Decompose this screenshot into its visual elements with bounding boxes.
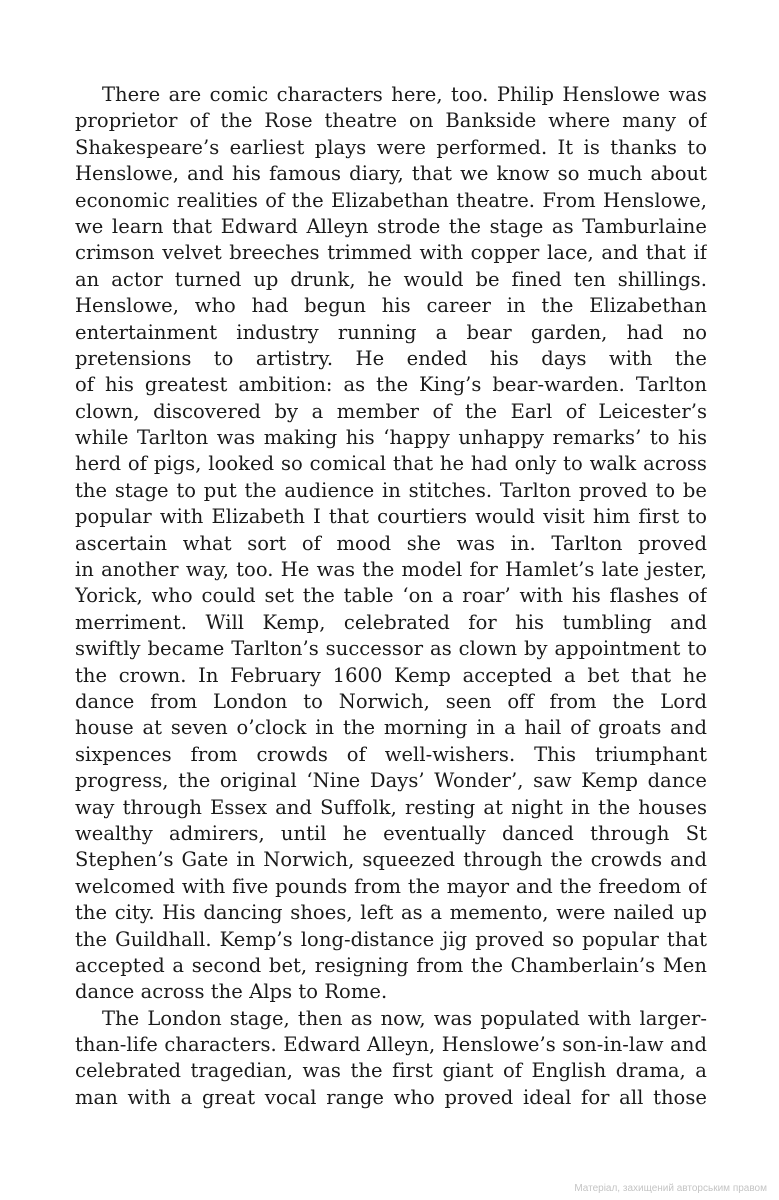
text-line: merriment. Will Kemp, celebrated for his tumbling and bbox=[75, 610, 707, 634]
text-line: proprietor of the Rose theatre on Bankside where many of bbox=[75, 109, 707, 133]
text-line: the city. His dancing shoes, left as a memento, were nailed up bbox=[75, 901, 707, 925]
text-line: sixpences from crowds of well-wishers. This triumphant bbox=[75, 742, 707, 766]
text-line: man with a great vocal range who proved ideal for all those bbox=[75, 1085, 707, 1109]
text-line: swiftly became Tarlton’s successor as clown by appointment to bbox=[75, 637, 707, 661]
text-line: welcomed with five pounds from the mayor and the freedom of bbox=[75, 874, 707, 898]
text-line: the Guildhall. Kemp’s long-distance jig proved so popular that bbox=[75, 927, 707, 951]
text-line: entertainment industry running a bear garden, had no bbox=[75, 320, 707, 344]
text-line: dance across the Alps to Rome. bbox=[75, 980, 388, 1004]
book-page bbox=[75, 82, 707, 1111]
text-line: celebrated tragedian, was the first giant of English drama, a bbox=[75, 1059, 707, 1083]
paragraph bbox=[75, 82, 707, 1006]
text-line: than-life characters. Edward Alleyn, Henslowe’s son-in-law and bbox=[75, 1033, 707, 1057]
text-line: There are comic characters here, too. Philip Henslowe was bbox=[102, 83, 707, 106]
text-line: Henslowe, and his famous diary, that we know so much about bbox=[75, 162, 707, 186]
text-line: Henslowe, who had begun his career in the Elizabethan bbox=[75, 294, 707, 318]
text-line: the crown. In February 1600 Kemp accepted a bet that he bbox=[75, 663, 707, 687]
text-line: while Tarlton was making his ‘happy unhappy remarks’ to his bbox=[75, 426, 707, 450]
text-line: Shakespeare’s earliest plays were performed. It is thanks to bbox=[75, 135, 707, 159]
text-line: Stephen’s Gate in Norwich, squeezed through the crowds and bbox=[75, 848, 707, 872]
text-line: clown, discovered by a member of the Earl of Leicester’s bbox=[75, 399, 707, 423]
text-line: the stage to put the audience in stitches. Tarlton proved to be bbox=[75, 478, 707, 502]
text-line: wealthy admirers, until he eventually danced through St bbox=[75, 821, 707, 845]
text-line: ascertain what sort of mood she was in. Tarlton proved bbox=[75, 531, 707, 555]
text-line: house at seven o’clock in the morning in a hail of groats and bbox=[75, 716, 707, 740]
text-line: economic realities of the Elizabethan theatre. From Henslowe, bbox=[75, 188, 707, 212]
text-line: way through Essex and Suffolk, resting at night in the houses bbox=[75, 795, 707, 819]
text-line: an actor turned up drunk, he would be fined ten shillings. bbox=[75, 267, 707, 291]
text-line: Yorick, who could set the table ‘on a roar’ with his flashes of bbox=[75, 584, 707, 608]
text-line: herd of pigs, looked so comical that he had only to walk across bbox=[75, 452, 707, 476]
text-line: crimson velvet breeches trimmed with copper lace, and that if bbox=[75, 241, 707, 265]
copyright-watermark: Матеріал, захищений авторським правом bbox=[574, 1183, 767, 1194]
text-line: progress, the original ‘Nine Days’ Wonder’, saw Kemp dance bbox=[75, 769, 707, 793]
text-line: we learn that Edward Alleyn strode the stage as Tamburlaine bbox=[75, 214, 707, 238]
text-line: accepted a second bet, resigning from the Chamberlain’s Men bbox=[75, 953, 707, 977]
text-line: pretensions to artistry. He ended his days with the bbox=[75, 346, 707, 370]
text-line: dance from London to Norwich, seen off from the Lord bbox=[75, 689, 707, 713]
text-line: popular with Elizabeth I that courtiers would visit him first to bbox=[75, 505, 707, 529]
text-line: in another way, too. He was the model for Hamlet’s late jester, bbox=[75, 558, 707, 582]
text-line: of his greatest ambition: as the King’s bear-warden. Tarlton bbox=[75, 373, 707, 397]
paragraph bbox=[75, 1006, 707, 1112]
text-line: The London stage, then as now, was populated with larger- bbox=[102, 1006, 707, 1030]
